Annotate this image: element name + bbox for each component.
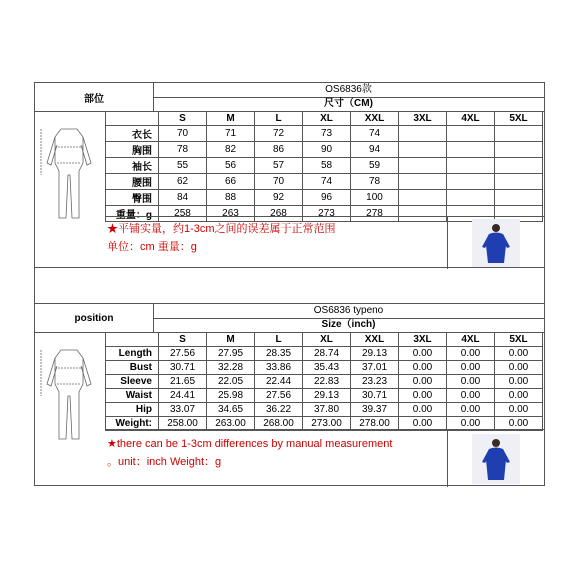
- table-cell: 0.00: [495, 347, 543, 361]
- table-cell: 86: [255, 142, 303, 158]
- note-line2-cn: 单位：cm 重量：g: [107, 241, 197, 253]
- table-cell: 28.74: [303, 347, 351, 361]
- table-cell: 100: [351, 190, 399, 206]
- jumpsuit-diagram-icon: [39, 123, 99, 223]
- table-cell: 57: [255, 158, 303, 174]
- row-label: Sleeve: [106, 375, 159, 389]
- table-cell: 34.65: [207, 403, 255, 417]
- size-unit-label-en: Size（inch): [153, 318, 544, 333]
- table-cell: 66: [207, 174, 255, 190]
- table-cell: 88: [207, 190, 255, 206]
- size-col-header: M: [207, 333, 255, 347]
- size-col-header: 4XL: [447, 112, 495, 126]
- table-cell: 35.43: [303, 361, 351, 375]
- table-cell: [399, 190, 447, 206]
- table-row: [106, 174, 543, 190]
- table-cell: 0.00: [399, 375, 447, 389]
- table-cell: 27.56: [255, 389, 303, 403]
- size-col-header: 4XL: [447, 333, 495, 347]
- table-cell: [447, 158, 495, 174]
- table-cell: [399, 158, 447, 174]
- table-cell: [447, 174, 495, 190]
- row-label: 臀围: [106, 190, 159, 206]
- table-cell: 0.00: [495, 361, 543, 375]
- table-cell: 78: [351, 174, 399, 190]
- table-cell: 22.83: [303, 375, 351, 389]
- table-cell: 24.41: [159, 389, 207, 403]
- row-label: Weight:: [106, 417, 159, 431]
- table-cell: 22.05: [207, 375, 255, 389]
- table-cell: 29.13: [303, 389, 351, 403]
- spacer-row: [34, 268, 545, 303]
- table-cell: 74: [351, 126, 399, 142]
- table-cell: 37.80: [303, 403, 351, 417]
- size-col-header: 3XL: [399, 333, 447, 347]
- note-line1-cn: ★平铺实量，约1-3cm之间的误差属于正常范围: [107, 223, 336, 235]
- table-cell: 278: [351, 206, 399, 222]
- table-cell: 73: [303, 126, 351, 142]
- table-cell: 28.35: [255, 347, 303, 361]
- model-photo-icon: [472, 219, 520, 267]
- row-label: 重量：g: [106, 206, 159, 222]
- photo-frame-en: [447, 430, 544, 487]
- table-cell: 92: [255, 190, 303, 206]
- table-cell: 0.00: [399, 417, 447, 431]
- table-cell: 0.00: [399, 347, 447, 361]
- table-cell: 273.00: [303, 417, 351, 431]
- row-label: Waist: [106, 389, 159, 403]
- table-cell: [447, 126, 495, 142]
- row-label: Hip: [106, 403, 159, 417]
- table-cell: 268.00: [255, 417, 303, 431]
- note-line2-en: 。unit：inch Weight：g: [107, 456, 222, 468]
- table-cell: 23.23: [351, 375, 399, 389]
- size-header-spacer: [106, 333, 159, 347]
- table-row: [106, 361, 543, 375]
- size-chart-en: [34, 303, 545, 486]
- size-col-header: 5XL: [495, 112, 543, 126]
- model-photo-icon: [472, 434, 520, 484]
- table-cell: 84: [159, 190, 207, 206]
- table-cell: 0.00: [495, 389, 543, 403]
- size-chart-cn: [34, 82, 545, 268]
- row-label: Bust: [106, 361, 159, 375]
- table-cell: 27.95: [207, 347, 255, 361]
- table-cell: [495, 158, 543, 174]
- table-cell: 96: [303, 190, 351, 206]
- table-cell: [447, 190, 495, 206]
- size-unit-label-cn: 尺寸（CM): [153, 97, 544, 112]
- row-label: 腰围: [106, 174, 159, 190]
- size-col-header: XL: [303, 333, 351, 347]
- table-cell: 56: [207, 158, 255, 174]
- table-cell: 33.86: [255, 361, 303, 375]
- table-cell: 0.00: [447, 403, 495, 417]
- table-cell: 29.13: [351, 347, 399, 361]
- table-row: [106, 142, 543, 158]
- table-cell: 55: [159, 158, 207, 174]
- table-row: [106, 403, 543, 417]
- table-row: [106, 190, 543, 206]
- table-row: [106, 158, 543, 174]
- table-cell: 70: [159, 126, 207, 142]
- table-cell: 30.71: [351, 389, 399, 403]
- table-cell: 22.44: [255, 375, 303, 389]
- size-col-header: XXL: [351, 333, 399, 347]
- size-col-header: S: [159, 333, 207, 347]
- table-cell: 0.00: [447, 375, 495, 389]
- table-cell: 39.37: [351, 403, 399, 417]
- table-row: [106, 126, 543, 142]
- row-label: 衣长: [106, 126, 159, 142]
- note-area-en: [105, 429, 544, 487]
- table-cell: 71: [207, 126, 255, 142]
- table-cell: 94: [351, 142, 399, 158]
- table-cell: 258.00: [159, 417, 207, 431]
- table-cell: [495, 190, 543, 206]
- table-cell: 0.00: [399, 389, 447, 403]
- table-cell: 32.28: [207, 361, 255, 375]
- table-cell: [399, 174, 447, 190]
- table-cell: 0.00: [447, 347, 495, 361]
- size-col-header: 5XL: [495, 333, 543, 347]
- chart-title-en: OS6836 typeno: [153, 304, 544, 319]
- table-row: [106, 389, 543, 403]
- table-cell: 58: [303, 158, 351, 174]
- table-cell: [495, 126, 543, 142]
- jumpsuit-diagram-icon: [39, 344, 99, 444]
- table-cell: 278.00: [351, 417, 399, 431]
- table-cell: [495, 174, 543, 190]
- row-label: Length: [106, 347, 159, 361]
- table-cell: 25.98: [207, 389, 255, 403]
- table-cell: 90: [303, 142, 351, 158]
- photo-frame-cn: [447, 217, 544, 269]
- table-cell: 37.01: [351, 361, 399, 375]
- table-cell: 0.00: [495, 403, 543, 417]
- table-cell: 72: [255, 126, 303, 142]
- chart-title-cn: OS6836款: [153, 83, 544, 98]
- table-cell: [399, 142, 447, 158]
- size-col-header: XL: [303, 112, 351, 126]
- size-col-header: S: [159, 112, 207, 126]
- table-cell: 0.00: [447, 389, 495, 403]
- table-cell: [495, 142, 543, 158]
- table-cell: 78: [159, 142, 207, 158]
- table-cell: 0.00: [399, 361, 447, 375]
- table-cell: 0.00: [495, 375, 543, 389]
- table-cell: 0.00: [495, 417, 543, 431]
- table-cell: 62: [159, 174, 207, 190]
- size-header-spacer: [106, 112, 159, 126]
- table-cell: 30.71: [159, 361, 207, 375]
- table-cell: 36.22: [255, 403, 303, 417]
- note-line1-en: ★there can be 1-3cm differences by manual measurement: [107, 438, 393, 450]
- table-cell: 33.07: [159, 403, 207, 417]
- size-col-header: XXL: [351, 112, 399, 126]
- table-cell: [399, 126, 447, 142]
- table-cell: 0.00: [447, 417, 495, 431]
- row-label: 胸围: [106, 142, 159, 158]
- table-cell: 59: [351, 158, 399, 174]
- note-area-cn: [105, 216, 544, 269]
- size-col-header: M: [207, 112, 255, 126]
- size-table-cn: [105, 111, 543, 222]
- table-cell: 273: [303, 206, 351, 222]
- size-table-en: [105, 332, 543, 431]
- table-cell: 74: [303, 174, 351, 190]
- table-cell: 263.00: [207, 417, 255, 431]
- table-cell: 0.00: [399, 403, 447, 417]
- size-col-header: L: [255, 112, 303, 126]
- table-cell: 70: [255, 174, 303, 190]
- header-left-en: position: [35, 304, 154, 333]
- table-cell: 0.00: [447, 361, 495, 375]
- row-label: 袖长: [106, 158, 159, 174]
- table-row: [106, 347, 543, 361]
- table-cell: 268: [255, 206, 303, 222]
- table-cell: 21.65: [159, 375, 207, 389]
- table-cell: 27.56: [159, 347, 207, 361]
- table-cell: 263: [207, 206, 255, 222]
- table-cell: 258: [159, 206, 207, 222]
- table-row: [106, 375, 543, 389]
- table-cell: [447, 142, 495, 158]
- size-col-header: L: [255, 333, 303, 347]
- size-col-header: 3XL: [399, 112, 447, 126]
- table-cell: 82: [207, 142, 255, 158]
- header-left-cn: 部位: [35, 83, 154, 112]
